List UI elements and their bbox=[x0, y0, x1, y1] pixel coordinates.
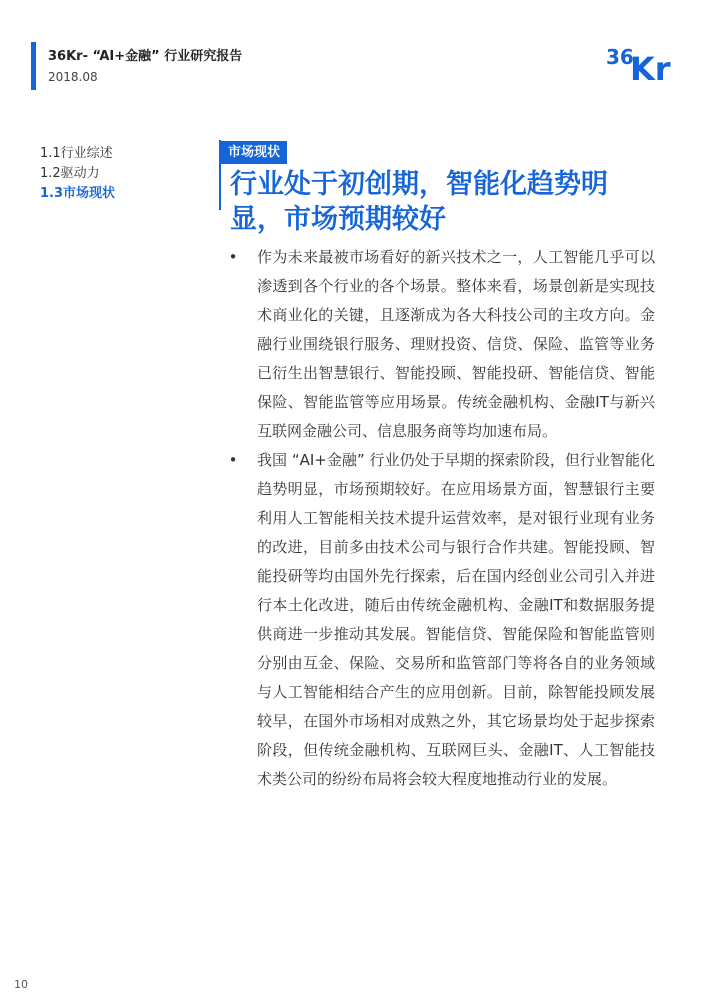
toc-item-market-status[interactable]: 1.3市场现状 bbox=[40, 186, 116, 201]
bullet-dot-icon: • bbox=[228, 451, 238, 469]
report-title: 36Kr- “AI+金融” 行业研究报告 bbox=[48, 49, 243, 64]
bullet-dot-icon: • bbox=[228, 248, 238, 266]
bullet-text: 作为未来最被市场看好的新兴技术之一，人工智能几乎可以渗透到各个行业的各个场景。整体来看，场景创新是实现技术商业化的关键，且逐渐成为各大科技公司的主攻方向。金融行业围绕银行服务、理财投资、信贷、保险、监管等业务已衍生出智慧银行、智能投顾、智能投研、智能信贷、智能保险、智能监管等应用场景。传统金融机构、金融IT与新兴互联网金融公司、信息服务商等均加速布局。 bbox=[257, 248, 655, 440]
toc-item-drivers[interactable]: 1.2驱动力 bbox=[40, 166, 100, 181]
table-of-contents bbox=[40, 144, 115, 204]
bullet-list bbox=[225, 243, 655, 794]
svg-text:Kr: Kr bbox=[630, 50, 671, 84]
list-item bbox=[225, 446, 655, 794]
section-headline: 行业处于初创期，智能化趋势明显，市场预期较好 bbox=[230, 169, 608, 235]
report-date: 2018.08 bbox=[48, 70, 98, 84]
bullet-text: 我国 “AI+金融” 行业仍处于早期的探索阶段，但行业智能化趋势明显，市场预期较好。在应用场景方面，智慧银行主要利用人工智能相关技术提升运营效率，是对银行业现有业务的改进，目前多由技术公司与银行合作共建。智能投顾、智能投研等均由国外先行探索，后在国内经创业公司引入并进行本土化改进，随后由传统金融机构、金融IT和数据服务提供商进一步推动其发展。智能信贷、智能保险和智能监管则分别由互金、保险、交易所和监管部门等将各自的业务领域与人工智能相结合产生的应用创新。目前，除智能投顾发展较早，在国外市场相对成熟之外，其它场景均处于起步探索阶段，但传统金融机构、互联网巨头、金融IT、人工智能技术类公司的纷纷布局将会较大程度地推动行业的发展。 bbox=[257, 451, 655, 788]
header-accent-bar bbox=[31, 42, 36, 90]
36kr-logo bbox=[606, 40, 684, 84]
section-tag: 市场现状 bbox=[221, 141, 287, 164]
page-number: 10 bbox=[14, 978, 28, 991]
svg-text:36: 36 bbox=[606, 45, 634, 69]
list-item bbox=[225, 243, 655, 446]
toc-item-overview[interactable]: 1.1行业综述 bbox=[40, 146, 113, 161]
